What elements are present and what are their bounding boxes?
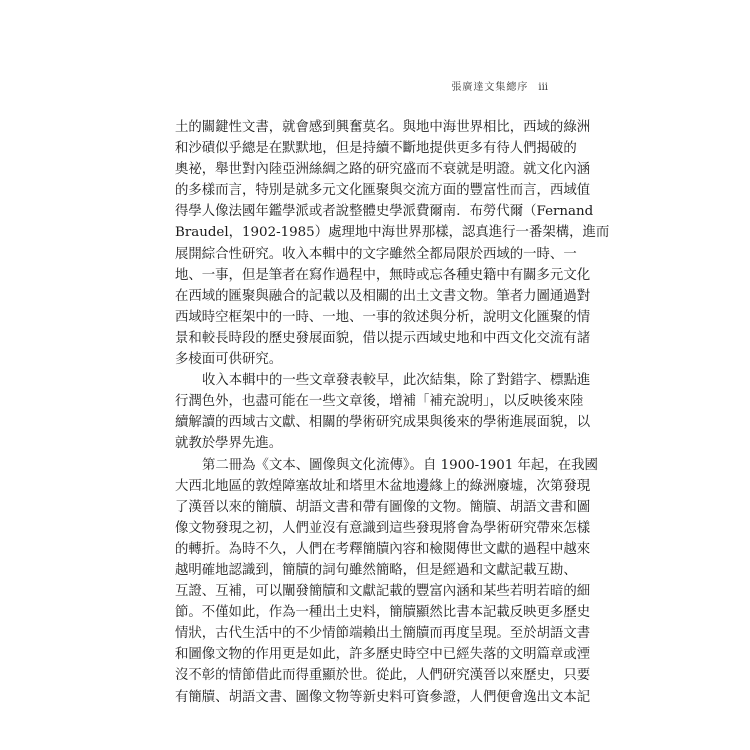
text-line: 互證、互補，可以闡發簡牘和文獻記載的豐富內涵和某些若明若暗的細 <box>175 584 591 600</box>
text-line: 越明確地認識到，簡牘的詞句雖然簡略，但是經過和文獻記載互勘、 <box>175 562 577 578</box>
text-line: 得學人像法國年鑑學派或者說整體史學派費爾南．布勞代爾（Fernand <box>175 204 594 220</box>
text-line: 土的關鍵性文書，就會感到興奮莫名。與地中海世界相比，西域的綠洲 <box>175 120 591 135</box>
text-line: 有簡牘、胡語文書、圖像文物等新史料可資參證，人們便會逸出文本記 <box>175 689 591 705</box>
text-line: 和沙磧似乎總是在默默地，但是持續不斷地提供更多有待人們揭破的 <box>175 141 577 157</box>
body-text <box>175 117 610 708</box>
text-line: 展開綜合性研究。收入本輯中的文字雖然全都局限於西域的一時、一 <box>175 246 577 262</box>
text-line: 就教於學界先進。 <box>175 436 283 452</box>
text-line: 和圖像文物的作用更是如此，許多歷史時空中已經失落的文明篇章或湮 <box>175 647 591 663</box>
running-header-title: 張廣達文集總序 <box>451 82 529 93</box>
text-line: 第二冊為《文本、圖像與文化流傳》。自 1900-1901 年起，在我國 <box>202 457 598 473</box>
text-line: 情狀，古代生活中的不少情節端賴出土簡牘而再度呈現。至於胡語文書 <box>175 626 591 642</box>
text-line: 地、一事，但是筆者在寫作過程中，無時或忘各種史籍中有關多元文化 <box>175 267 591 283</box>
text-line: 續解讀的西域古文獻、相關的學術研究成果與後來的學術進展面貌，以 <box>175 415 591 431</box>
text-line: 景和較長時段的歷史發展面貌，借以提示西域史地和中西文化交流有諸 <box>175 330 591 346</box>
text-line: 的多樣而言，特別是就多元文化匯聚與交流方面的豐富性而言，西域值 <box>175 183 591 199</box>
text-line: 大西北地區的敦煌障塞故址和塔里木盆地邊緣上的綠洲廢墟，次第發現 <box>175 478 591 494</box>
text-line: 的轉折。為時不久，人們在考釋簡牘內容和檢閱傳世文獻的過程中越來 <box>175 541 591 557</box>
text-line: 收入本輯中的一些文章發表較早，此次結集，除了對錯字、標點進 <box>202 373 591 389</box>
text-line: 節。不僅如此，作為一種出土史料，簡牘顯然比書本記載反映更多歷史 <box>175 605 591 621</box>
text-line: 像文物發現之初，人們並沒有意識到這些發現將會為學術研究帶來怎樣 <box>175 520 591 536</box>
text-line: 奧祕，舉世對內陸亞洲絲綢之路的研究盛而不衰就是明證。就文化內涵 <box>175 162 591 178</box>
page-number: iii <box>538 82 548 93</box>
text-line: 在西域的匯聚與融合的記載以及相關的出土文書文物。筆者力圖通過對 <box>175 288 591 304</box>
text-line: 行潤色外，也盡可能在一些文章後，增補「補充說明」，以反映後來陸 <box>175 394 584 410</box>
text-line: 西域時空框架中的一時、一地、一事的敘述與分析，說明文化匯聚的情 <box>175 309 591 325</box>
text-line: 了漢晉以來的簡牘、胡語文書和帶有圖像的文物。簡牘、胡語文書和圖 <box>175 499 591 515</box>
text-line: 多棱面可供研究。 <box>175 352 283 368</box>
text-line: 沒不彰的情節借此而得重顯於世。從此，人們研究漢晉以來歷史，只要 <box>175 668 591 684</box>
running-header <box>451 78 548 93</box>
text-line: Braudel，1902-1985）處理地中海世界那樣，認真進行一番架構，進而 <box>175 225 610 241</box>
